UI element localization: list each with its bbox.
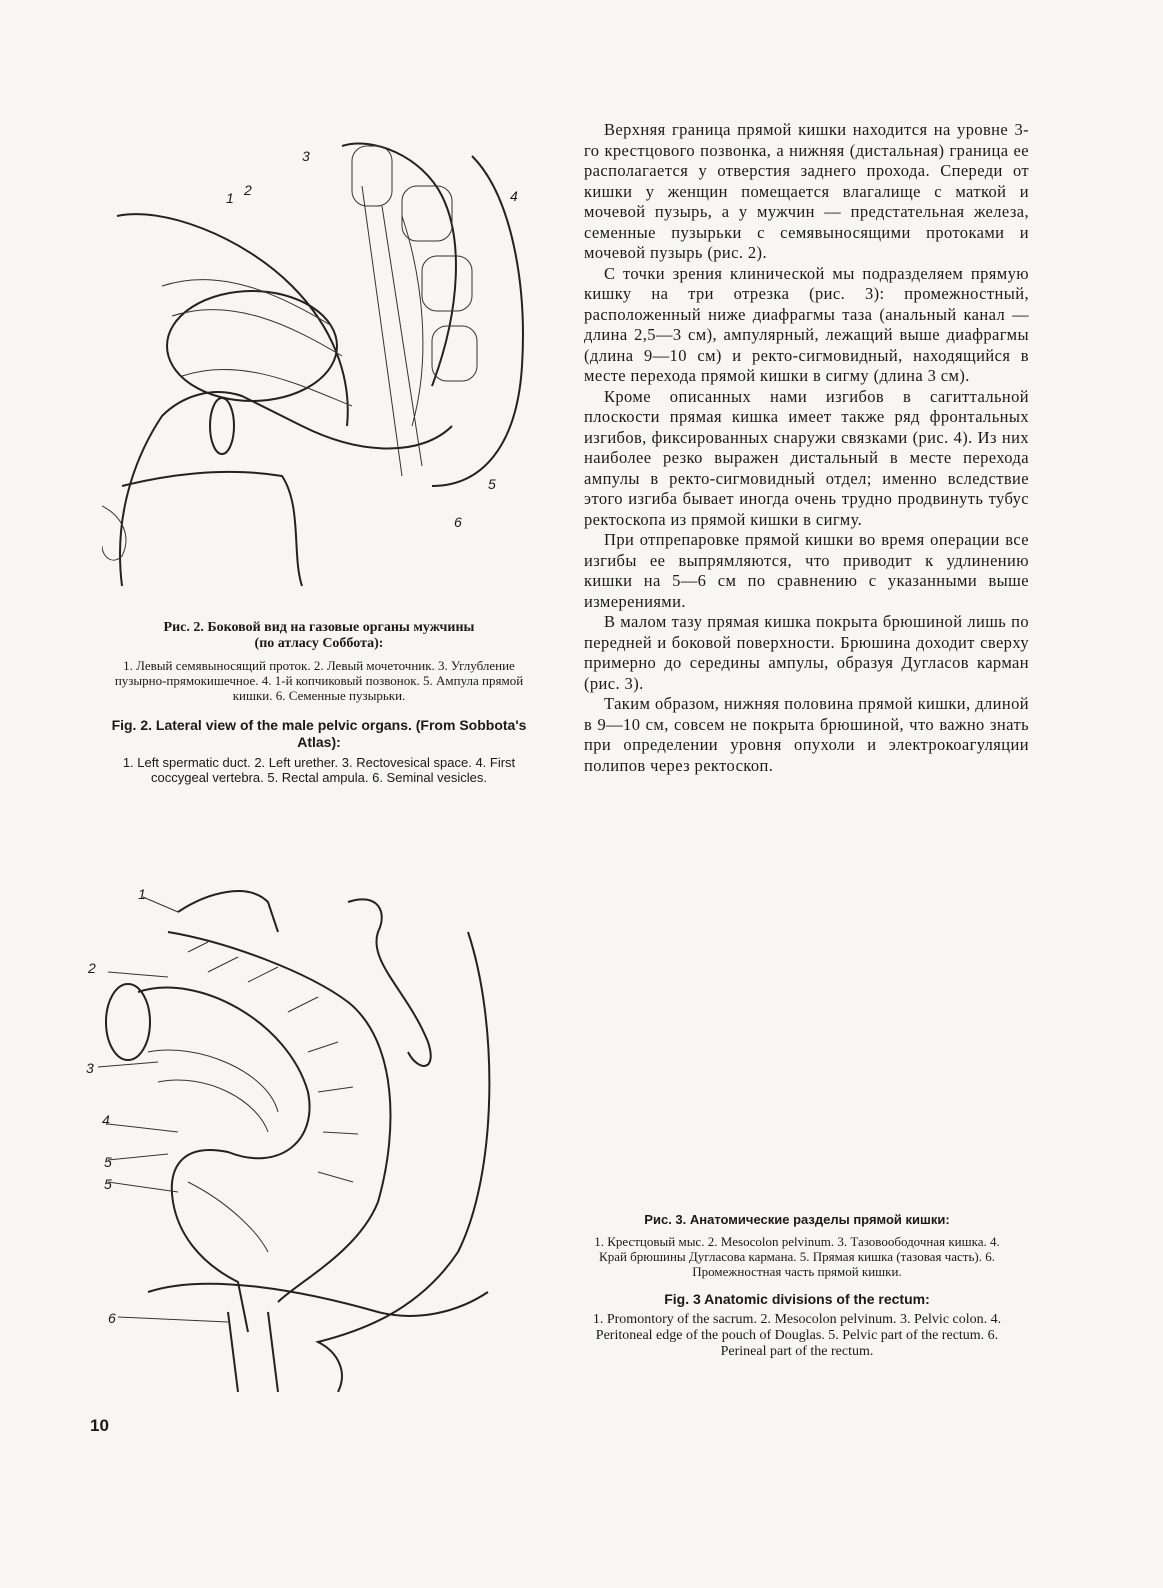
figure-3-label-5a: 5 (104, 1154, 112, 1170)
figure-3-label-6: 6 (108, 1310, 116, 1326)
figure-2-illustration (102, 126, 532, 596)
figure-2-label-4: 4 (510, 188, 518, 204)
figure-2-label-5: 5 (488, 476, 496, 492)
figure-2-caption-ru-title-line1: Рис. 2. Боковой вид на газовые органы мужчины (163, 620, 475, 635)
figure-2-label-1: 1 (226, 190, 234, 206)
figure-2-caption-ru-title-line2: (по атласу Соббота): (254, 636, 384, 651)
figure-3-caption-ru-title: Рис. 3. Анатомические разделы прямой кишки: (644, 1212, 950, 1227)
figure-2-label-3: 3 (302, 148, 310, 164)
pelvic-anatomy-illustration-icon (102, 126, 532, 596)
body-paragraph-3: Кроме описанных нами изгибов в сагиттальной плоскости прямая кишка имеет также ряд фронтальных изгибов, фиксированных снаружи связками (рис. 4). Из них наиболее резко выражен дистальный в месте перехода ампулы в ректо-сигмовидный отдел; именно вследствие этого изгиба бывает иногда очень трудно продвинуть тубус ректоскопа из прямой кишки в сигму. (584, 386, 1029, 529)
figure-2-caption-ru-title (100, 620, 538, 652)
body-paragraph-2: С точки зрения клинической мы подразделяем прямую кишку на три отрезка (рис. 3): промежностный, расположенный ниже диафрагмы таза (анальный канал — длина 2,5—3 см), ампулярный, лежащий выше диафрагмы (длина 9—10 см) и ректо-сигмовидный, находящийся в месте перехода прямой кишки в сигму (длина 3 см). (584, 263, 1029, 385)
figure-3-label-3: 3 (86, 1060, 94, 1076)
body-paragraph-1: Верхняя граница прямой кишки находится на уровне 3-го крестцового позвонка, а нижняя (дистальная) граница ее располагается у отверстия заднего прохода. Спереди от кишки у женщин помещается влагалище с маткой и мочевой пузырь, а у мужчин — предстательная железа, семенные пузырьки с семявыносящими протоками и мочевой пузырь (рис. 2). (584, 120, 1029, 262)
figure-3-caption-en-items: 1. Promontory of the sacrum. 2. Mesocolon pelvinum. 3. Pelvic colon. 4. Peritoneal edge of the pouch of Douglas. 5. Pelvic part of the rectum. 6. Perineal part of the rectum. (592, 1312, 1002, 1359)
figure-3-label-4: 4 (102, 1112, 110, 1128)
figure-3-caption-en-title: Fig. 3 Anatomic divisions of the rectum: (664, 1291, 930, 1307)
figure-2-caption-en-items: 1. Left spermatic duct. 2. Left urether. 3. Rectovesical space. 4. First coccygeal vertebra. 5. Rectal ampula. 6. Seminal vesicles. (122, 755, 516, 785)
body-text-column (584, 120, 1029, 776)
figure-2-label-6: 6 (454, 514, 462, 530)
figure-2-caption-en-title: Fig. 2. Lateral view of the male pelvic organs. (From Sobbota's Atlas): (111, 717, 527, 750)
figure-3-caption (586, 1212, 1008, 1360)
figure-2-caption (100, 620, 538, 785)
body-paragraph-6: Таким образом, нижняя половина прямой кишки, длиной в 9—10 см, совсем не покрыта брюшиной, что важно знать при определении уровня опухоли и электрокоагуляции полипов через ректоскоп. (584, 694, 1029, 775)
figure-3-label-1: 1 (138, 886, 146, 902)
body-paragraph-5: В малом тазу прямая кишка покрыта брюшиной лишь по передней и боковой поверхности. Брюшина доходит сверху примерно до середины ампулы, образуя Дугласов карман (рис. 3). (584, 612, 1029, 693)
rectum-sections-illustration-icon (78, 872, 498, 1392)
figure-2-label-2: 2 (244, 182, 252, 198)
figure-3-illustration (78, 872, 498, 1392)
figure-2-caption-ru-items: 1. Левый семявыносящий проток. 2. Левый мочеточник. 3. Углубление пузырно-прямокишечное. 4. 1-й копчиковый позвонок. 5. Ампула прямой кишки. 6. Семенные пузырьки. (114, 658, 524, 703)
page-number: 10 (90, 1416, 109, 1435)
body-paragraph-4: При отпрепаровке прямой кишки во время операции все изгибы ее выпрямляются, что приводит к удлинению кишки на 5—6 см по сравнению с указанными выше измерениями. (584, 530, 1029, 611)
figure-3-label-2: 2 (88, 960, 96, 976)
figure-3-caption-ru-items: 1. Крестцовый мыс. 2. Mesocolon pelvinum. 3. Тазовоободочная кишка. 4. Край брюшины Дугласова кармана. 5. Прямая кишка (тазовая часть). 6. Промежностная часть прямой кишки. (594, 1234, 1000, 1279)
figure-3-label-5b: 5 (104, 1176, 112, 1192)
